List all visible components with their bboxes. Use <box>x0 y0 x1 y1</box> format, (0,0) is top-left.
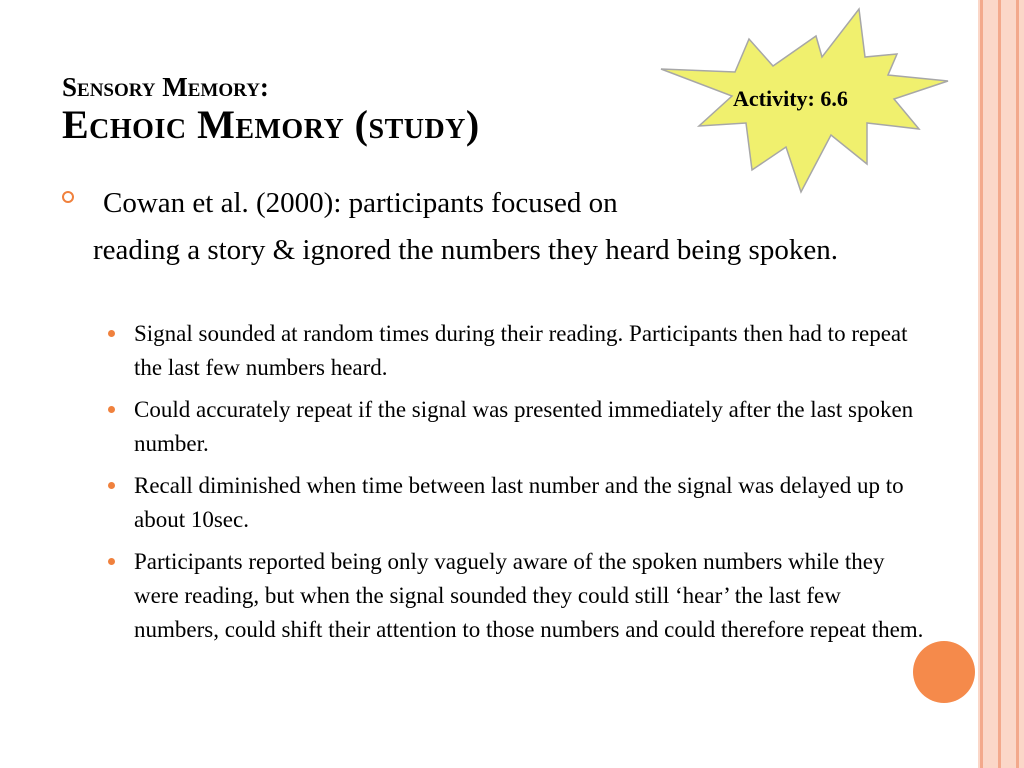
sub-bullet-text: Recall diminished when time between last number and the signal was delayed up to about 10sec. <box>134 473 904 532</box>
main-bullet-continuation: reading a story & ignored the numbers they heard being spoken. <box>93 234 838 266</box>
sub-bullet-text: Could accurately repeat if the signal was presented immediately after the last spoken number. <box>134 397 914 456</box>
bullet-dot-icon <box>108 406 115 413</box>
sub-bullet-text: Signal sounded at random times during their reading. Participants then had to repeat the last few numbers heard. <box>134 321 908 380</box>
main-bullet-line-1: Cowan et al. (2000): participants focused on <box>103 187 618 219</box>
decorative-stripe <box>1016 0 1019 768</box>
title-line-2: Echoic Memory (study) <box>62 102 480 147</box>
main-bullet <box>93 180 923 274</box>
bullet-dot-icon <box>108 330 115 337</box>
title-line-1: Sensory Memory: <box>62 72 269 102</box>
slide-title <box>62 72 682 148</box>
sub-bullet-list <box>108 317 928 655</box>
sub-bullet-item <box>108 469 928 537</box>
decorative-circle <box>913 641 975 703</box>
sub-bullet-item <box>108 545 928 647</box>
bullet-dot-icon <box>108 482 115 489</box>
decorative-stripe <box>980 0 983 768</box>
hollow-bullet-icon <box>62 191 74 203</box>
bullet-dot-icon <box>108 558 115 565</box>
sub-bullet-item <box>108 317 928 385</box>
sub-bullet-text: Participants reported being only vaguely aware of the spoken numbers while they were reading, but when the signal sounded they could still ‘hear’ the last few numbers, could shift their attention to those numbers and could therefore repeat them. <box>134 549 924 642</box>
sub-bullet-item <box>108 393 928 461</box>
decorative-stripe <box>998 0 1001 768</box>
activity-label: Activity: 6.6 <box>733 86 848 111</box>
